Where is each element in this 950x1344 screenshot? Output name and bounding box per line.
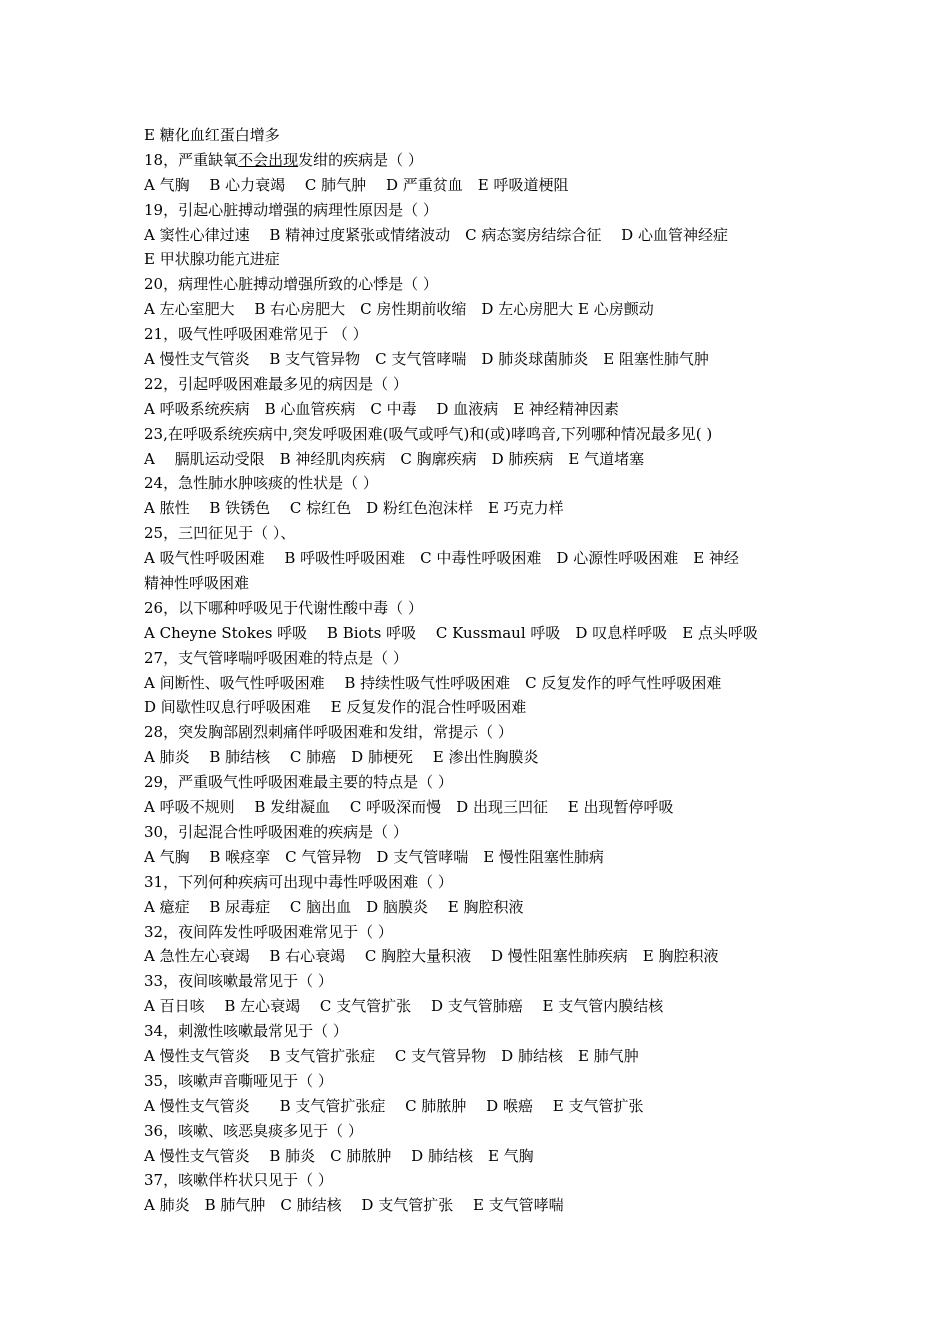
q18-suffix: 发绀的疾病是（ ） — [298, 150, 423, 169]
text-line: A 慢性支气管炎 B 支气管扩张症 C 肺脓肿 D 喉癌 E 支气管扩张 — [144, 1096, 644, 1115]
text-line: A 左心室肥大 B 右心房肥大 C 房性期前收缩 D 左心房肥大 E 心房颤动 — [144, 300, 654, 319]
text-line: A 肺炎 B 肺结核 C 肺癌 D 肺梗死 E 渗出性胸膜炎 — [144, 748, 539, 767]
text-line: 26，以下哪种呼吸见于代谢性酸中毒（ ） — [144, 598, 423, 617]
text-line: A 慢性支气管炎 B 支气管扩张症 C 支气管异物 D 肺结核 E 肺气肿 — [144, 1046, 639, 1065]
text-line: 35，咳嗽声音嘶哑见于（ ） — [144, 1071, 333, 1090]
text-line: 31，下列何种疾病可出现中毒性呼吸困难（ ） — [144, 872, 453, 891]
text-line: A 呼吸不规则 B 发绀凝血 C 呼吸深而慢 D 出现三凹征 E 出现暂停呼吸 — [144, 798, 674, 817]
text-line: 30，引起混合性呼吸困难的疾病是（ ） — [144, 822, 408, 841]
text-line: 20，病理性心脏搏动增强所致的心悸是（ ） — [144, 275, 438, 294]
text-line: A 慢性支气管炎 B 支气管异物 C 支气管哮喘 D 肺炎球菌肺炎 E 阻塞性肺气肿 — [144, 350, 709, 369]
text-line: 36，咳嗽、咳恶臭痰多见于（ ） — [144, 1121, 363, 1140]
q18-underlined: 不会出现 — [238, 150, 299, 169]
text-line: D 间歇性叹息行呼吸困难 E 反复发作的混合性呼吸困难 — [144, 698, 527, 717]
text-line: 21，吸气性呼吸困难常见于 （ ） — [144, 325, 368, 344]
text-line: A 脓性 B 铁锈色 C 棕红色 D 粉红色泡沫样 E 巧克力样 — [144, 499, 564, 518]
text-line: 37，咳嗽伴杵状只见于（ ） — [144, 1171, 333, 1190]
text-line: A 肺炎 B 肺气肿 C 肺结核 D 支气管扩张 E 支气管哮喘 — [144, 1196, 564, 1215]
text-line: A 百日咳 B 左心衰竭 C 支气管扩张 D 支气管肺癌 E 支气管内膜结核 — [144, 997, 664, 1016]
text-line: A 膈肌运动受限 B 神经肌肉疾病 C 胸廓疾病 D 肺疾病 E 气道堵塞 — [144, 449, 645, 468]
text-line: 34，刺激性咳嗽最常见于（ ） — [144, 1022, 348, 1041]
text-line: 25，三凹征见于（ ）、 — [144, 524, 296, 543]
text-line: A 癔症 B 尿毒症 C 脑出血 D 脑膜炎 E 胸腔积液 — [144, 897, 524, 916]
text-line: 33，夜间咳嗽最常见于（ ） — [144, 972, 333, 991]
text-line: A Cheyne Stokes 呼吸 B Biots 呼吸 C Kussmaul 呼吸 D 叹息样呼吸 E 点头呼吸 — [144, 623, 758, 642]
text-line: 28，突发胸部剧烈刺痛伴呼吸困难和发绀，常提示（ ） — [144, 723, 513, 742]
text-line: 22，引起呼吸困难最多见的病因是（ ） — [144, 374, 408, 393]
text-line: A 呼吸系统疾病 B 心血管疾病 C 中毒 D 血液病 E 神经精神因素 — [144, 399, 619, 418]
question-list — [144, 123, 824, 1218]
text-line: A 气胸 B 喉痉挛 C 气管异物 D 支气管哮喘 E 慢性阻塞性肺病 — [144, 847, 604, 866]
text-line: 精神性呼吸困难 — [144, 574, 250, 593]
text-line: E 糖化血红蛋白增多 — [144, 126, 280, 144]
text-line: A 气胸 B 心力衰竭 C 肺气肿 D 严重贫血 E 呼吸道梗阻 — [144, 175, 569, 194]
text-line: A 慢性支气管炎 B 肺炎 C 肺脓肿 D 肺结核 E 气胸 — [144, 1146, 534, 1165]
text-line: 29，严重吸气性呼吸困难最主要的特点是（ ） — [144, 773, 453, 792]
text-line: 27，支气管哮喘呼吸困难的特点是（ ） — [144, 648, 408, 667]
text-line: 24，急性肺水肿咳痰的性状是（ ） — [144, 474, 378, 493]
text-line: 19，引起心脏搏动增强的病理性原因是（ ） — [144, 200, 438, 219]
text-line: E 甲状腺功能亢进症 — [144, 250, 280, 269]
text-line: A 急性左心衰竭 B 右心衰竭 C 胸腔大量积液 D 慢性阻塞性肺疾病 E 胸腔积液 — [144, 947, 719, 966]
text-line: 32，夜间阵发性呼吸困难常见于（ ） — [144, 922, 393, 941]
q18-prefix: 18，严重缺氧 — [144, 150, 239, 169]
text-line: 23,在呼吸系统疾病中,突发呼吸困难(吸气或呼气)和(或)哮鸣音,下列哪种情况最多见( ) — [144, 424, 713, 443]
text-line: A 吸气性呼吸困难 B 呼吸性呼吸困难 C 中毒性呼吸困难 D 心源性呼吸困难 E 神经 — [144, 549, 739, 568]
question-18 — [144, 148, 824, 173]
text-line: A 窦性心律过速 B 精神过度紧张或情绪波动 C 病态窦房结综合征 D 心血管神经症 — [144, 225, 728, 244]
text-line: A 间断性、吸气性呼吸困难 B 持续性吸气性呼吸困难 C 反复发作的呼气性呼吸困难 — [144, 673, 722, 692]
